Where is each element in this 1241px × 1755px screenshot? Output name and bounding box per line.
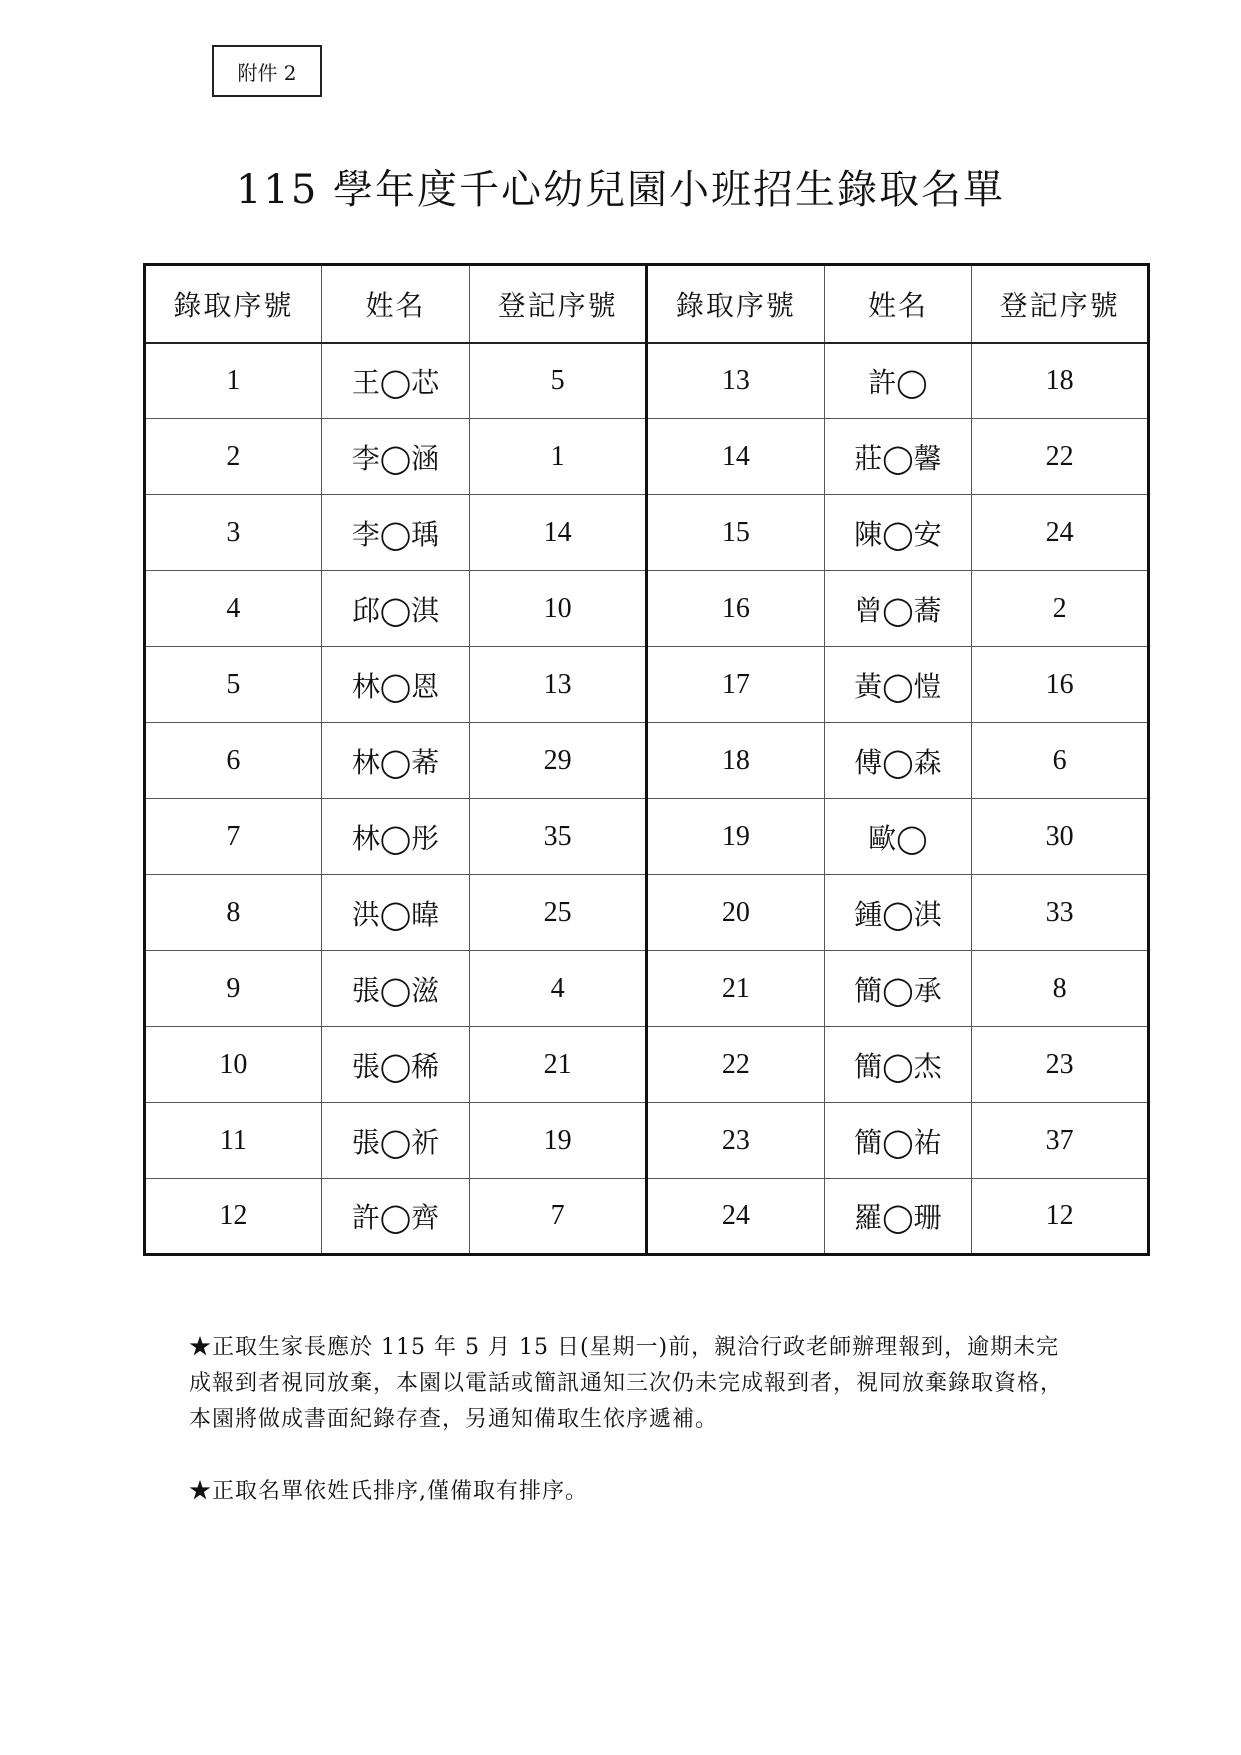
name-cell: 黃◯愷 xyxy=(824,647,972,723)
name-cell: 簡◯祐 xyxy=(824,1103,972,1179)
reg-no-cell: 18 xyxy=(972,343,1149,419)
admit-no-cell: 2 xyxy=(145,419,322,495)
notes xyxy=(189,1330,1069,1510)
reg-no-cell: 12 xyxy=(972,1179,1149,1255)
name-cell: 莊◯馨 xyxy=(824,419,972,495)
reg-no-cell: 1 xyxy=(470,419,647,495)
admit-no-cell: 21 xyxy=(646,951,824,1027)
admit-no-cell: 22 xyxy=(646,1027,824,1103)
admission-table xyxy=(143,263,1150,1256)
reg-no-cell: 5 xyxy=(470,343,647,419)
admit-no-cell: 7 xyxy=(145,799,322,875)
admit-no-cell: 24 xyxy=(646,1179,824,1255)
header-name: 姓名 xyxy=(824,265,972,343)
table-row xyxy=(145,571,1149,647)
table-row xyxy=(145,723,1149,799)
name-cell: 曾◯蕎 xyxy=(824,571,972,647)
name-cell: 鍾◯淇 xyxy=(824,875,972,951)
admit-no-cell: 14 xyxy=(646,419,824,495)
table-header-row xyxy=(145,265,1149,343)
name-cell: 許◯ xyxy=(824,343,972,419)
reg-no-cell: 24 xyxy=(972,495,1149,571)
note-sort-order: ★正取名單依姓氏排序,僅備取有排序。 xyxy=(189,1479,588,1504)
table-row xyxy=(145,1179,1149,1255)
page-title: 115 學年度千心幼兒園小班招生錄取名單 xyxy=(235,167,1006,213)
admit-no-cell: 19 xyxy=(646,799,824,875)
header-name: 姓名 xyxy=(321,265,470,343)
reg-no-cell: 29 xyxy=(470,723,647,799)
attachment-label-box xyxy=(212,45,322,97)
admit-no-cell: 6 xyxy=(145,723,322,799)
admit-no-cell: 8 xyxy=(145,875,322,951)
admit-no-cell: 11 xyxy=(145,1103,322,1179)
admit-no-cell: 10 xyxy=(145,1027,322,1103)
reg-no-cell: 10 xyxy=(470,571,647,647)
attachment-label: 附件 2 xyxy=(237,60,297,85)
reg-no-cell: 14 xyxy=(470,495,647,571)
reg-no-cell: 35 xyxy=(470,799,647,875)
name-cell: 張◯祈 xyxy=(321,1103,470,1179)
name-cell: 林◯恩 xyxy=(321,647,470,723)
table-row xyxy=(145,951,1149,1027)
admit-no-cell: 4 xyxy=(145,571,322,647)
name-cell: 張◯滋 xyxy=(321,951,470,1027)
name-cell: 簡◯承 xyxy=(824,951,972,1027)
table-row xyxy=(145,875,1149,951)
table-row xyxy=(145,1027,1149,1103)
admit-no-cell: 18 xyxy=(646,723,824,799)
name-cell: 邱◯淇 xyxy=(321,571,470,647)
reg-no-cell: 19 xyxy=(470,1103,647,1179)
name-cell: 林◯彤 xyxy=(321,799,470,875)
admit-no-cell: 15 xyxy=(646,495,824,571)
reg-no-cell: 13 xyxy=(470,647,647,723)
table-row xyxy=(145,799,1149,875)
reg-no-cell: 30 xyxy=(972,799,1149,875)
table-row xyxy=(145,343,1149,419)
reg-no-cell: 21 xyxy=(470,1027,647,1103)
header-admit-no: 錄取序號 xyxy=(646,265,824,343)
header-admit-no: 錄取序號 xyxy=(145,265,322,343)
reg-no-cell: 16 xyxy=(972,647,1149,723)
admit-no-cell: 12 xyxy=(145,1179,322,1255)
reg-no-cell: 33 xyxy=(972,875,1149,951)
reg-no-cell: 37 xyxy=(972,1103,1149,1179)
reg-no-cell: 2 xyxy=(972,571,1149,647)
reg-no-cell: 23 xyxy=(972,1027,1149,1103)
table-row xyxy=(145,647,1149,723)
admit-no-cell: 5 xyxy=(145,647,322,723)
admit-no-cell: 20 xyxy=(646,875,824,951)
name-cell: 洪◯暐 xyxy=(321,875,470,951)
name-cell: 羅◯珊 xyxy=(824,1179,972,1255)
name-cell: 簡◯杰 xyxy=(824,1027,972,1103)
name-cell: 王◯芯 xyxy=(321,343,470,419)
admit-no-cell: 3 xyxy=(145,495,322,571)
name-cell: 歐◯ xyxy=(824,799,972,875)
reg-no-cell: 7 xyxy=(470,1179,647,1255)
header-reg-no: 登記序號 xyxy=(972,265,1149,343)
reg-no-cell: 8 xyxy=(972,951,1149,1027)
name-cell: 李◯瑀 xyxy=(321,495,470,571)
table-row xyxy=(145,1103,1149,1179)
reg-no-cell: 25 xyxy=(470,875,647,951)
table-row xyxy=(145,495,1149,571)
reg-no-cell: 22 xyxy=(972,419,1149,495)
admit-no-cell: 9 xyxy=(145,951,322,1027)
name-cell: 許◯齊 xyxy=(321,1179,470,1255)
admit-no-cell: 13 xyxy=(646,343,824,419)
admit-no-cell: 16 xyxy=(646,571,824,647)
name-cell: 李◯涵 xyxy=(321,419,470,495)
admit-no-cell: 1 xyxy=(145,343,322,419)
admit-no-cell: 17 xyxy=(646,647,824,723)
table-row xyxy=(145,419,1149,495)
name-cell: 陳◯安 xyxy=(824,495,972,571)
reg-no-cell: 4 xyxy=(470,951,647,1027)
reg-no-cell: 6 xyxy=(972,723,1149,799)
header-reg-no: 登記序號 xyxy=(470,265,647,343)
admit-no-cell: 23 xyxy=(646,1103,824,1179)
name-cell: 張◯稀 xyxy=(321,1027,470,1103)
name-cell: 林◯莃 xyxy=(321,723,470,799)
name-cell: 傅◯森 xyxy=(824,723,972,799)
note-registration-deadline: ★正取生家長應於 115 年 5 月 15 日(星期一)前，親洽行政老師辦理報到，逾期未完成報到者視同放棄，本園以電話或簡訊通知三次仍未完成報到者，視同放棄錄取資格，本園將做成書面紀錄存查，另通知備取生依序遞補。 xyxy=(189,1335,1064,1432)
